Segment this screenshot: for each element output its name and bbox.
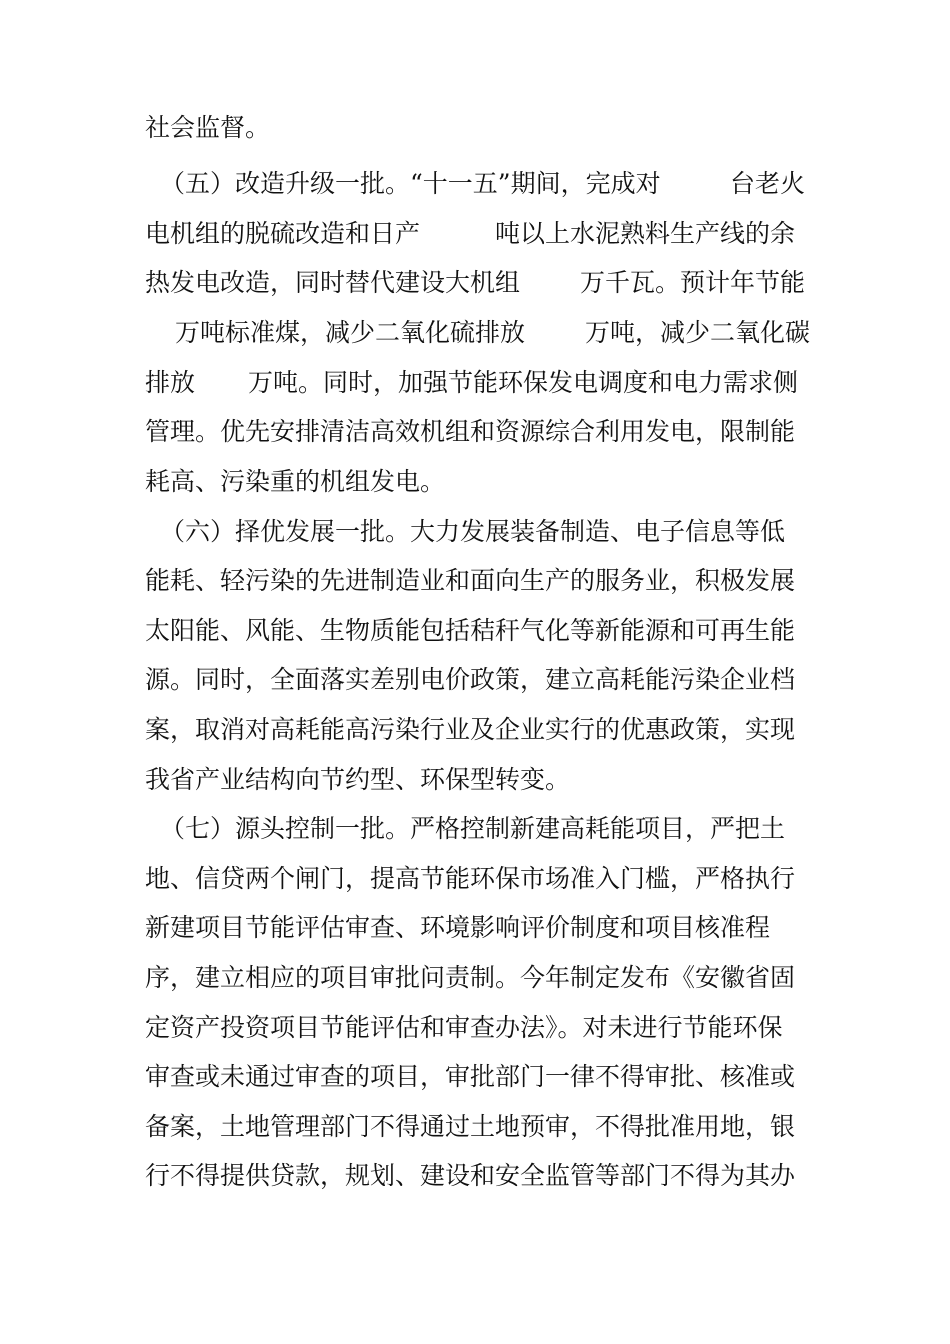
text-segment: （七）源头控制一批。严格控制新建高耗能项目，严把土 [160, 814, 786, 843]
text-segment: 吨以上水泥熟料生产线的余 [495, 219, 796, 248]
text-line [0, 214, 950, 254]
text-segment: 管理。优先安排清洁高效机组和资源综合利用发电，限制能 [145, 417, 796, 446]
text-segment: 审查或未通过审查的项目，审批部门一律不得审批、核准或 [145, 1062, 796, 1091]
text-segment: 电机组的脱硫改造和日产 [145, 219, 421, 248]
text-line [0, 710, 950, 750]
text-segment: 台老火 [730, 169, 806, 198]
text-line [0, 313, 950, 353]
text-segment: 序，建立相应的项目审批问责制。今年制定发布《安徽省固 [145, 963, 796, 992]
text-line [0, 1008, 950, 1048]
text-line [0, 561, 950, 601]
text-segment: 排放 [145, 368, 196, 397]
text-segment: 社会监督。 [145, 113, 271, 142]
text-line [0, 1156, 950, 1196]
text-line [0, 859, 950, 899]
text-segment: 太阳能、风能、生物质能包括秸秆气化等新能源和可再生能 [145, 616, 796, 645]
text-line [0, 1107, 950, 1147]
text-line [0, 611, 950, 651]
text-segment: 我省产业结构向节约型、环保型转变。 [145, 765, 571, 794]
text-segment: 万千瓦。预计年节能 [580, 268, 806, 297]
text-segment: 地、信贷两个闸门，提高节能环保市场准入门槛，严格执行 [145, 864, 796, 893]
text-segment: 源。同时，全面落实差别电价政策，建立高耗能污染企业档 [145, 665, 796, 694]
text-segment: 定资产投资项目节能评估和审查办法》。对未进行节能环保 [145, 1013, 783, 1042]
text-line [0, 263, 950, 303]
text-segment: 行不得提供贷款，规划、建设和安全监管等部门不得为其办 [145, 1161, 796, 1190]
text-line [0, 164, 950, 204]
text-segment: 备案，土地管理部门不得通过土地预审，不得批准用地，银 [145, 1112, 796, 1141]
text-line [0, 1057, 950, 1097]
text-segment: 万吨。同时，加强节能环保发电调度和电力需求侧 [248, 368, 799, 397]
text-line [0, 809, 950, 849]
text-line [0, 512, 950, 552]
text-line [0, 958, 950, 998]
text-segment: （六）择优发展一批。大力发展装备制造、电子信息等低 [160, 517, 786, 546]
text-line [0, 760, 950, 800]
text-segment: 万吨标准煤，减少二氧化硫排放 [175, 318, 526, 347]
text-segment: 万吨，减少二氧化碳 [585, 318, 811, 347]
text-segment: 耗高、污染重的机组发电。 [145, 467, 446, 496]
text-line [0, 108, 950, 148]
text-line [0, 412, 950, 452]
text-line [0, 363, 950, 403]
text-segment: 新建项目节能评估审查、环境影响评价制度和项目核准程 [145, 913, 771, 942]
text-segment: 能耗、轻污染的先进制造业和面向生产的服务业，积极发展 [145, 566, 796, 595]
text-line [0, 908, 950, 948]
text-line [0, 660, 950, 700]
text-line [0, 462, 950, 502]
text-segment: 案，取消对高耗能高污染行业及企业实行的优惠政策，实现 [145, 715, 796, 744]
text-segment: 热发电改造，同时替代建设大机组 [145, 268, 521, 297]
text-segment: （五）改造升级一批。“十一五”期间，完成对 [160, 169, 661, 198]
